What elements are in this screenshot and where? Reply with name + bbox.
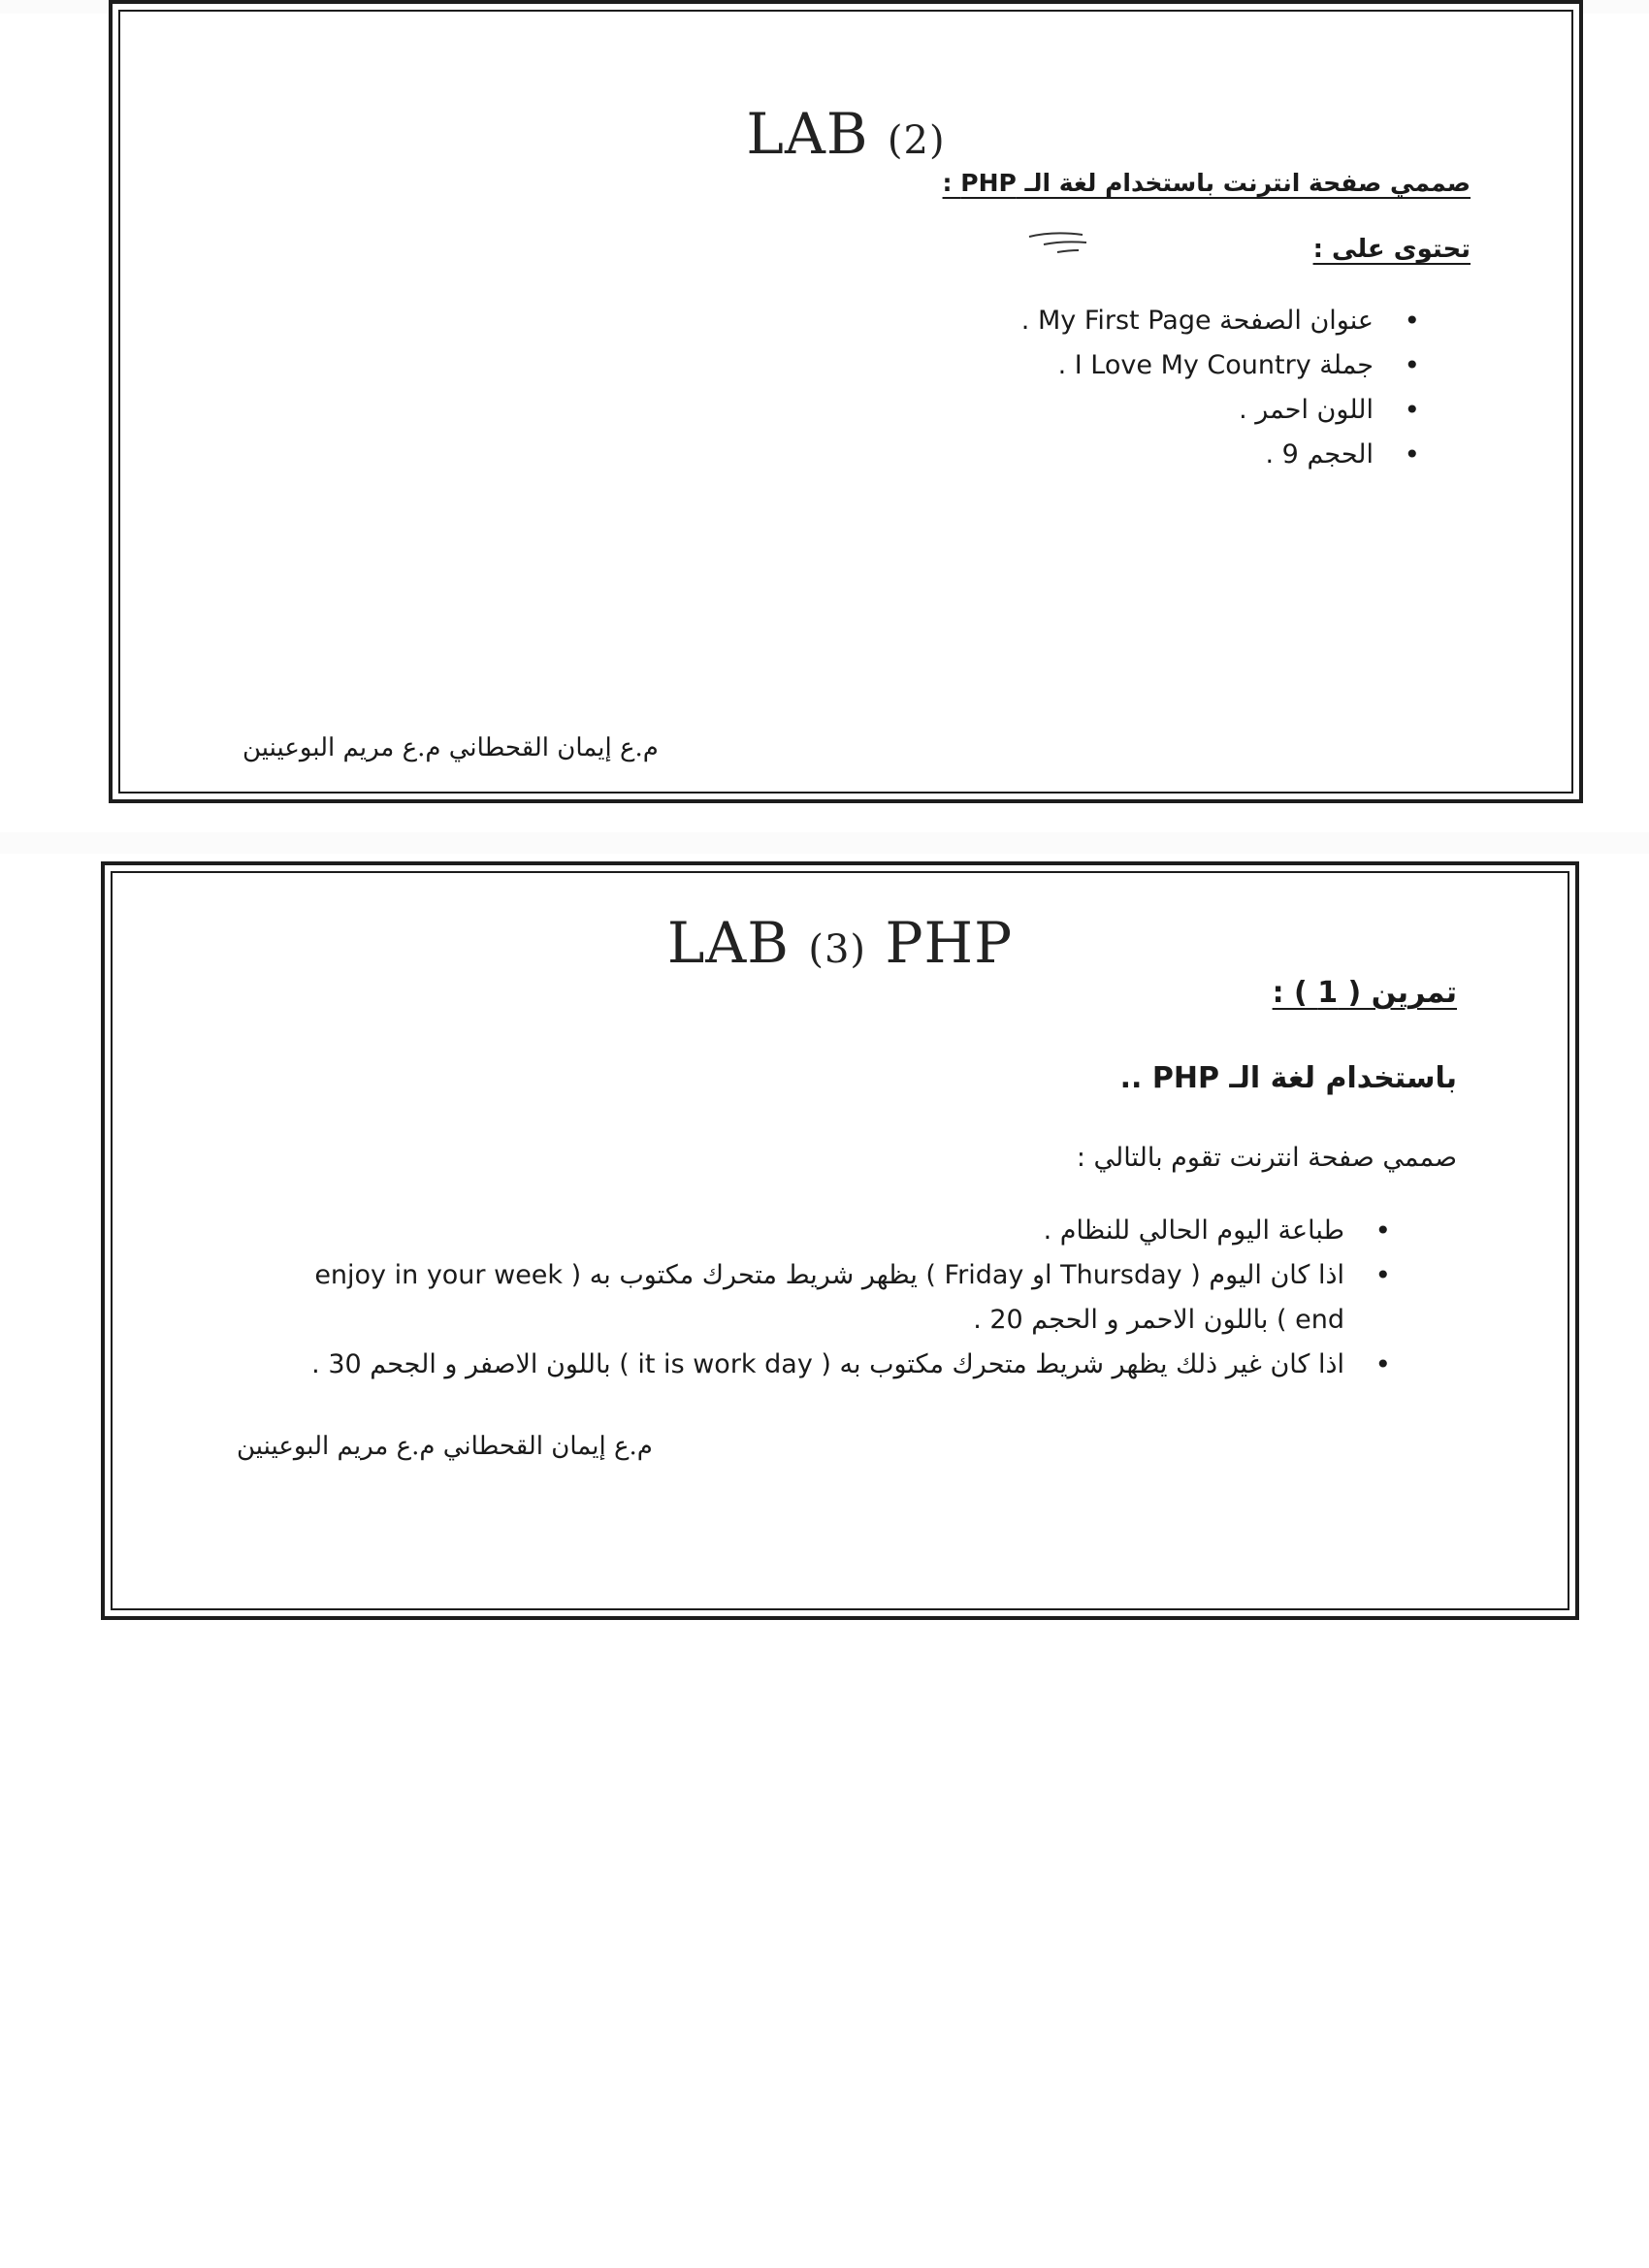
lab2-contains-label: تحتوى على :	[1312, 235, 1471, 264]
lab3-title-suffix: PHP	[885, 910, 1014, 976]
list-item: • اذا كان غير ذلك يظهر شريط متحرك مكتوب به ( it is work day ) باللون الاصفر و الجحم 30 .	[279, 1343, 1395, 1387]
lab2-instruction: صممي صفحة انترنت باستخدام لغة الـ PHP :	[942, 169, 1471, 197]
lab3-design-page: صممي صفحة انترنت تقوم بالتالي :	[1076, 1143, 1457, 1173]
lab3-title	[105, 910, 1575, 976]
lab3-card	[101, 861, 1579, 1620]
lab2-requirements-list	[745, 299, 1424, 477]
list-item: • جملة I Love My Country .	[745, 343, 1424, 388]
list-item: • اللون احمر .	[745, 388, 1424, 433]
list-item: • عنوان الصفحة My First Page .	[745, 299, 1424, 343]
lab2-title-word: LAB	[746, 101, 869, 167]
lab3-exercise-label: تمرين ( 1 ) :	[1272, 976, 1457, 1010]
lab2-card	[109, 0, 1583, 803]
lab3-title-word: LAB	[666, 910, 790, 976]
list-item: • طباعة اليوم الحالي للنظام .	[279, 1209, 1395, 1253]
lab2-title-number: (2)	[887, 118, 946, 163]
lab2-signature: م.ع إيمان القحطاني م.ع مريم البوعينين	[242, 733, 659, 762]
paper-edge-middle	[0, 832, 1649, 854]
list-item: • الحجم 9 .	[745, 433, 1424, 477]
lab3-using-php: باستخدام لغة الـ PHP ..	[1119, 1061, 1457, 1095]
lab2-title	[113, 101, 1579, 167]
pen-mark-icon	[1024, 227, 1102, 266]
lab3-title-number: (3)	[808, 927, 867, 972]
list-item: • اذا كان اليوم ( Thursday او Friday ) يظهر شريط متحرك مكتوب به ( enjoy in your week end ) باللون الاحمر و الحجم 20 .	[279, 1253, 1395, 1343]
lab3-signature: م.ع إيمان القحطاني م.ع مريم البوعينين	[237, 1432, 653, 1461]
lab3-requirements-list	[279, 1209, 1395, 1387]
